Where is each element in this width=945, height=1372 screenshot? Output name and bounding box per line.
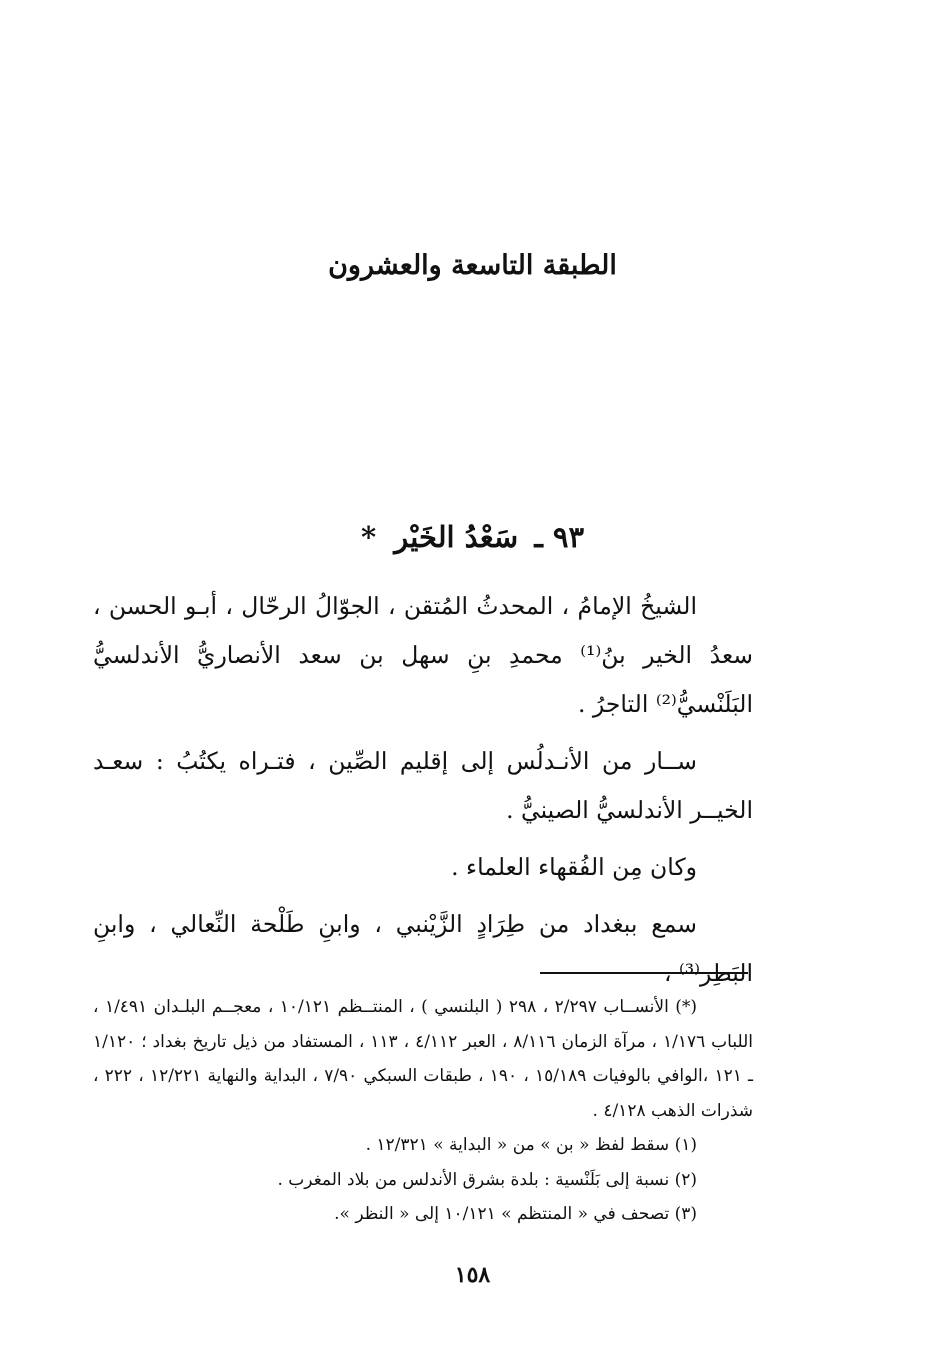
source-marker: *	[360, 520, 377, 554]
footnote-2: (٢) نسبة إلى بَلَنْسية : بلدة بشرق الأندلس من بلاد المغرب .	[277, 1169, 697, 1190]
biography-text	[93, 582, 753, 998]
chapter-title: الطبقة التاسعة والعشرون	[328, 250, 617, 281]
footnote-divider	[540, 972, 748, 974]
paragraph-travel: ســار من الأنـدلُس إلى إقليم الصِّين ، فتـراه يكتُبُ : سعـد الخيــر الأندلسيُّ الصينيُّ .	[93, 747, 753, 824]
sources-note: (*) الأنســاب ٢/٢٩٧ ، ٢٩٨ ( البلنسي ) ، المنتــظم ١٠/١٢١ ، معجــم البلـدان ١/٤٩١ ، اللباب ١/١٧٦ ، مرآة الزمان ٨/١١٦ ، العبر ٤/١١٢ ، ١١٣ ، المستفاد من ذيل تاريخ بغداد ؛ ١/١٢٠ ـ ١٢١ ،الوافي بالوفيات ١٥/١٨٩ ، ١٩٠ ، طبقات السبكي ٧/٩٠ ، البداية والنهاية ١٢/٢٢١ ، ٢٢٢ ، شذرات الذهب ٤/١٢٨ .	[93, 997, 754, 1121]
entry-name: سَعْدُ الخَيْر	[394, 520, 519, 554]
footnote-1: (١) سقط لفظ « بن » من « البداية » ١٢/٣٢١ .	[365, 1135, 697, 1155]
entry-number: ٩٣ ـ	[534, 520, 585, 554]
entry-heading	[0, 520, 945, 554]
paragraph-scholar: وكان مِن الفُقهاء العلماء .	[451, 853, 697, 881]
paragraph-teachers: سمع ببغداد من طِرَادٍ الزَّيْنبي ، وابنِ طَلْحة النِّعالي ، وابنِ البَطِر⁽³⁾ ،	[93, 910, 753, 987]
paragraph-intro: الشيخُ الإمامُ ، المحدثُ المُتقن ، الجوّالُ الرحّال ، أبـو الحسن ، سعدُ الخير بنُ⁽¹⁾ محمدِ بنِ سهل بن سعد الأنصاريُّ الأندلسيُّ البَلَنْسيُّ⁽²⁾ التاجرُ .	[93, 592, 753, 718]
footnote-3: (٣) تصحف في « المنتظم » ١٠/١٢١ إلى « النظر ».	[334, 1204, 697, 1224]
footnotes	[93, 990, 753, 1232]
page-number: ١٥٨	[454, 1262, 491, 1288]
